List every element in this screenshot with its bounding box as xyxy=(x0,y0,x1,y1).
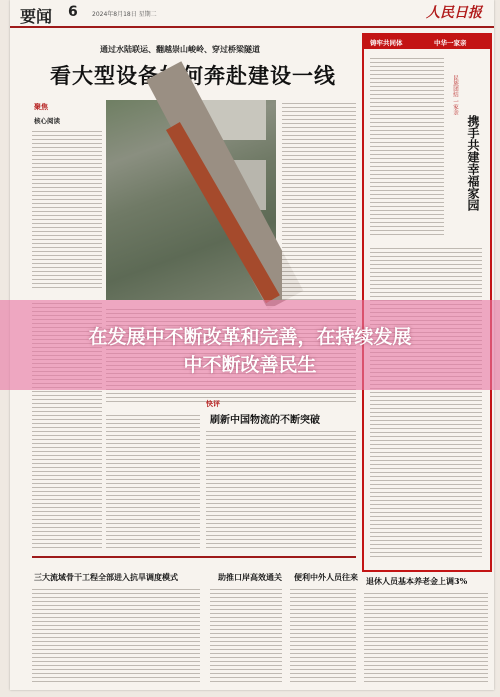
right-column-text xyxy=(282,100,356,300)
sidebar-title: 携手共建幸福家园 xyxy=(466,115,480,211)
date-line: 2024年8月18日 星期二 xyxy=(92,11,157,18)
middle-article-text xyxy=(206,428,356,548)
bottom-headline-3: 便利中外人员往来 xyxy=(294,572,358,582)
bottom-headline-2: 助推口岸高效通关 xyxy=(218,572,282,582)
bottom-text-3 xyxy=(290,586,356,682)
bottom-headline-1: 三大流域骨干工程全部进入抗旱调度模式 xyxy=(34,572,178,582)
photo-road xyxy=(146,61,303,309)
middle-headline: 刷新中国物流的不断突破 xyxy=(210,415,320,426)
lead-headline: 看大型设备如何奔赴建设一线 xyxy=(50,63,336,88)
caption-overlay xyxy=(0,300,500,390)
page-header xyxy=(10,0,494,28)
overlay-line-2: 中不断改善民生 xyxy=(183,354,317,376)
sidebar-text xyxy=(370,55,444,235)
sidebar-bar-left: 铸牢共同体 xyxy=(370,39,403,47)
left-column-text xyxy=(32,128,102,288)
page-number: 6 xyxy=(68,4,78,20)
lead-pre-headline: 通过水陆联运、翻越崇山峻岭、穿过桥梁隧道 xyxy=(100,45,260,54)
sidebar-bar xyxy=(364,35,490,49)
left-middle-text xyxy=(106,412,200,548)
bottom-rule xyxy=(32,556,356,558)
sidebar-sub-heading: 民族团结 一家亲 xyxy=(452,75,458,116)
overlay-line-1: 在发展中不断改革和完善，在持续发展 xyxy=(88,326,412,348)
sidebar-text-lower xyxy=(370,245,482,560)
left-column-label: 聚焦 xyxy=(34,103,48,111)
sidebar-bar-right: 中华一家亲 xyxy=(434,39,467,47)
bottom-text-4 xyxy=(364,590,488,682)
bottom-headline-4: 退休人员基本养老金上调3% xyxy=(366,576,468,586)
section-name: 要闻 xyxy=(20,7,53,26)
bottom-text-1 xyxy=(32,586,200,682)
lead-photo xyxy=(106,100,276,300)
bottom-text-2 xyxy=(210,586,282,682)
left-column-intro: 核心阅读 xyxy=(34,117,60,125)
masthead-logo: 人民日报 xyxy=(426,5,482,21)
middle-article-label: 快评 xyxy=(206,400,220,408)
